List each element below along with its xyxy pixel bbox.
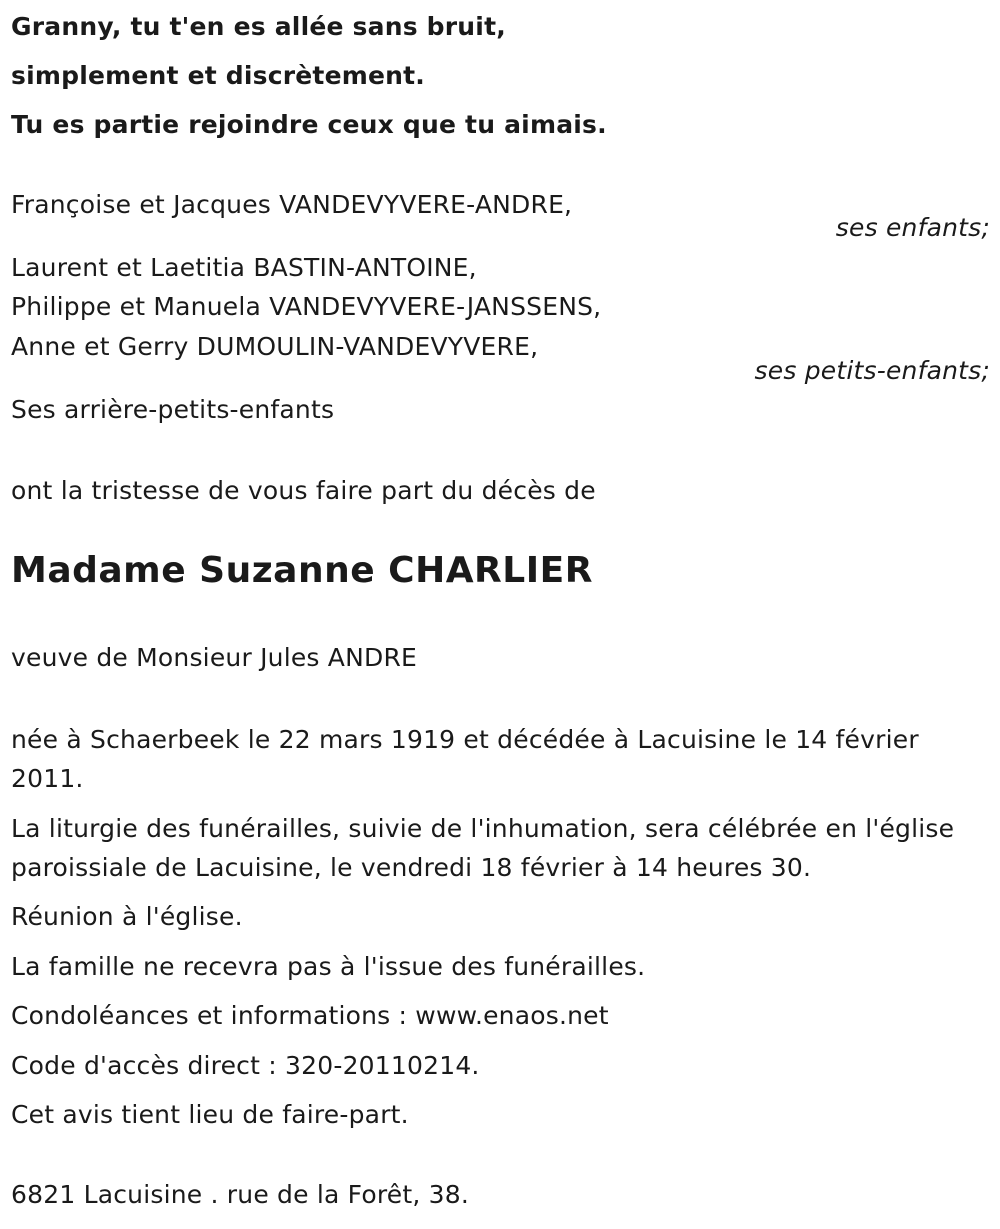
family-note: La famille ne recevra pas à l'issue des funérailles.	[11, 952, 646, 981]
condolences-info: Condoléances et informations : www.enaos.net	[11, 1001, 609, 1030]
great-grandchildren: Ses arrière-petits-enfants	[11, 395, 335, 424]
notice-note: Cet avis tient lieu de faire-part.	[11, 1100, 409, 1129]
poem-line-3: Tu es partie rejoindre ceux que tu aimais.	[11, 110, 607, 139]
birth-death-details: née à Schaerbeek le 22 mars 1919 et décédée à Lacuisine le 14 février 2011.	[11, 725, 919, 793]
children-role: ses enfants;	[835, 213, 990, 242]
grandchild-name-3: Anne et Gerry DUMOULIN-VANDEVYVERE,	[11, 332, 539, 361]
announcement-intro: ont la tristesse de vous faire part du décès de	[11, 476, 596, 505]
grandchild-name-1: Laurent et Laetitia BASTIN-ANTOINE,	[11, 253, 477, 282]
meeting-place: Réunion à l'église.	[11, 902, 243, 931]
widow-of: veuve de Monsieur Jules ANDRE	[11, 643, 418, 672]
grandchildren-role: ses petits-enfants;	[754, 356, 990, 385]
address: 6821 Lacuisine . rue de la Forêt, 38.	[11, 1180, 469, 1209]
deceased-name: Madame Suzanne CHARLIER	[11, 550, 593, 591]
children-name: Françoise et Jacques VANDEVYVERE-ANDRE,	[11, 190, 573, 219]
funeral-details: La liturgie des funérailles, suivie de l'inhumation, sera célébrée en l'église paroissiale de Lacuisine, le vendredi 18 février à 14 heures 30.	[11, 814, 955, 882]
access-code: Code d'accès direct : 320-20110214.	[11, 1051, 480, 1080]
poem-line-2: simplement et discrètement.	[11, 61, 425, 90]
poem-line-1: Granny, tu t'en es allée sans bruit,	[11, 12, 506, 41]
grandchild-name-2: Philippe et Manuela VANDEVYVERE-JANSSENS,	[11, 292, 602, 321]
